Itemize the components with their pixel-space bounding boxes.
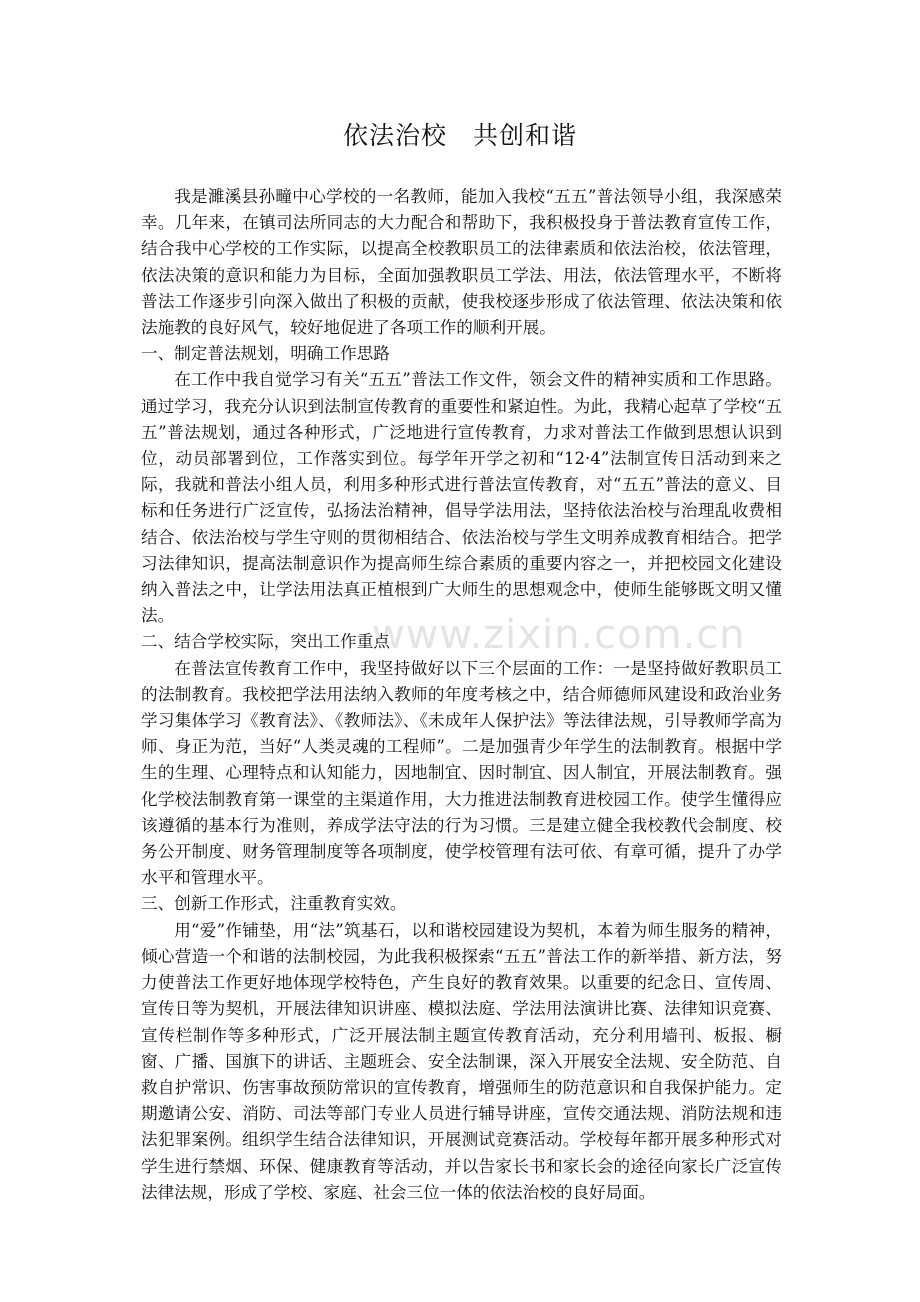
section-2-heading: 二、结合学校实际，突出工作重点 <box>141 632 390 652</box>
watermark-text: www.zixin.com.cn <box>372 612 746 658</box>
section-1-heading: 一、制定普法规划，明确工作思路 <box>141 344 390 364</box>
section-3-heading: 三、创新工作形式，注重教育实效。 <box>141 894 407 914</box>
section-1-paragraph: 在工作中我自觉学习有关“五五”普法工作文件，领会文件的精神实质和工作思路。通过学习，我充分认识到法制宣传教育的重要性和紧迫性。为此，我精心起草了学校“五五”普法规划，通过各种形式，广泛地进行宣传教育，力求对普法工作做到思想认识到位，动员部署到位，工作落实到位。每学年开学之初和“12·4”法制宣传日活动到来之际，我就和普法小组人员，利用多种形式进行普法宣传教育，对“五五”普法的意义、目标和任务进行广泛宣传，弘扬法治精神，倡导学法用法，坚持依法治校与治理乱收费相结合、依法治校与学生守则的贯彻相结合、依法治校与学生文明养成教育相结合。把学习法律知识，提高法制意识作为提高师生综合素质的重要内容之一，并把校园文化建设纳入普法之中，让学法用法真正植根到广大师生的思想观念中，使师生能够既文明又懂法。 <box>141 370 782 626</box>
document-body <box>141 184 782 1206</box>
document-title: 依法治校 共创和谐 <box>342 121 577 150</box>
intro-paragraph: 我是濉溪县孙疃中心学校的一名教师，能加入我校“五五”普法领导小组，我深感荣幸。几年来，在镇司法所同志的大力配合和帮助下，我积极投身于普法教育宣传工作，结合我中心学校的工作实际，以提高全校教职员工的法律素质和依法治校，依法管理，依法决策的意识和能力为目标，全面加强教职员工学法、用法，依法管理水平，不断将普法工作逐步引向深入做出了积极的贡献，使我校逐步形成了依法管理、依法决策和依法施教的良好风气，较好地促进了各项工作的顺利开展。 <box>141 187 782 338</box>
section-2-paragraph: 在普法宣传教育工作中，我坚持做好以下三个层面的工作：一是坚持做好教职员工的法制教育。我校把学法用法纳入教师的年度考核之中，结合师德师风建设和政治业务学习集体学习《教育法》、《教师法》、《未成年人保护法》等法律法规，引导教师学高为师、身正为范，当好“人类灵魂的工程师”。二是加强青少年学生的法制教育。根据中学生的生理、心理特点和认知能力，因地制宜、因时制宜、因人制宜，开展法制教育。强化学校法制教育第一课堂的主渠道作用，大力推进法制教育进校园工作。使学生懂得应该遵循的基本行为准则，养成学法守法的行为习惯。三是建立健全我校教代会制度、校务公开制度、财务管理制度等各项制度，使学校管理有法可依、有章可循，提升了办学水平和管理水平。 <box>141 658 782 888</box>
section-3-paragraph: 用“爱”作铺垫，用“法”筑基石，以和谐校园建设为契机，本着为师生服务的精神，倾心营造一个和谐的法制校园，为此我积极探索“五五”普法工作的新举措、新方法，努力使普法工作更好地体现学校特色，产生良好的教育效果。以重要的纪念日、宣传周、宣传日等为契机，开展法律知识讲座、模拟法庭、学法用法演讲比赛、法律知识竞赛、宣传栏制作等多种形式，广泛开展法制主题宣传教育活动，充分利用墙刊、板报、橱窗、广播、国旗下的讲话、主题班会、安全法制课，深入开展安全法规、安全防范、自救自护常识、伤害事故预防常识的宣传教育，增强师生的防范意识和自我保护能力。定期邀请公安、消防、司法等部门专业人员进行辅导讲座，宣传交通法规、消防法规和违法犯罪案例。组织学生结合法律知识，开展测试竞赛活动。学校每年都开展多种形式对学生进行禁烟、环保、健康教育等活动，并以告家长书和家长会的途径向家长广泛宣传法律法规，形成了学校、家庭、社会三位一体的依法治校的良好局面。 <box>141 920 782 1202</box>
